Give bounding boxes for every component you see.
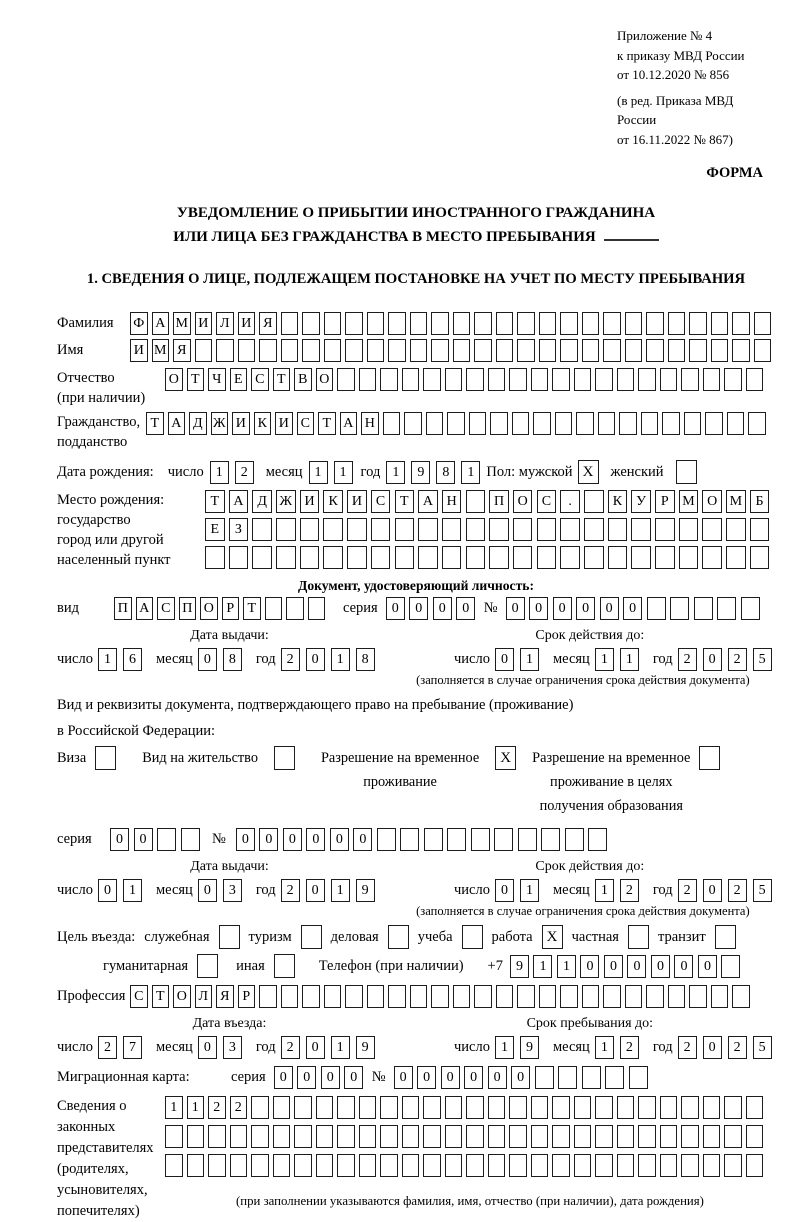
identity-doc-row — [57, 597, 775, 620]
residence-doc-intro2: в Российской Федерации: — [57, 723, 216, 739]
representatives-cells-line3[interactable] — [165, 1154, 767, 1177]
year-label: год — [652, 1039, 673, 1055]
day-label: число — [167, 463, 204, 480]
month-label: месяц — [155, 882, 193, 898]
purpose-option-label: иная — [236, 957, 265, 974]
profession-cells[interactable]: С Т О Л Я Р — [130, 985, 754, 1008]
expiry-day-cells[interactable]: 0 1 — [495, 648, 545, 671]
year-label: год — [652, 651, 673, 667]
residence-expiry-month-cells[interactable]: 1 2 — [595, 879, 645, 902]
issue-date-group — [57, 879, 402, 902]
birthplace-cell-rows — [205, 490, 775, 574]
day-label: число — [57, 882, 93, 898]
year-label: год — [255, 1039, 276, 1055]
purpose-option-label: гуманитарная — [103, 957, 189, 974]
month-label: месяц — [552, 882, 590, 898]
residence-series-cells[interactable]: 0 0 — [110, 828, 204, 851]
representatives-label: Сведения о законных представителях (родителях, усыновителях, попечителях) — [57, 1098, 154, 1219]
doc-number-cells[interactable]: 0 0 0 0 0 0 — [506, 597, 765, 620]
purpose-row1 — [57, 925, 775, 949]
series-label: серия — [343, 600, 378, 616]
representatives-cell-rows — [165, 1096, 775, 1209]
purpose-humanitarian-checkbox[interactable] — [197, 954, 218, 978]
gender-female-label: женский — [610, 463, 664, 480]
purpose-other-checkbox[interactable] — [274, 954, 295, 978]
form-title-line1: УВЕДОМЛЕНИЕ О ПРИБЫТИИ ИНОСТРАННОГО ГРАЖДАНИНА — [176, 205, 656, 221]
migration-series-cells[interactable]: 0 0 0 0 — [274, 1066, 368, 1089]
purpose-option-label: учеба — [417, 928, 453, 945]
firstname-cells[interactable]: И М Я — [130, 339, 775, 362]
birthdate-label: Дата рождения: — [57, 463, 154, 480]
year-label: год — [652, 882, 673, 898]
number-label: № — [371, 1069, 386, 1085]
day-label: число — [454, 651, 490, 667]
birth-month-cells[interactable]: 1 1 — [309, 461, 359, 484]
gender-label: Пол: мужской — [486, 463, 573, 480]
day-label: число — [57, 1039, 93, 1055]
birthdate-row — [57, 460, 775, 484]
day-label: число — [57, 651, 93, 667]
purpose-option-label: деловая — [330, 928, 379, 945]
month-label: месяц — [155, 1039, 193, 1055]
day-label: число — [454, 882, 490, 898]
expiry-note: (заполняется в случае ограничения срока действия документа) — [416, 673, 750, 687]
issue-date-heading: Дата выдачи: — [190, 859, 269, 874]
representatives-cells-line1[interactable]: 1 1 2 2 — [165, 1096, 767, 1119]
series-label: серия — [231, 1069, 266, 1085]
month-label: месяц — [155, 651, 193, 667]
year-label: год — [360, 463, 381, 480]
residence-expiry-year-cells[interactable]: 2 0 2 5 — [678, 879, 778, 902]
purpose-official-checkbox[interactable] — [219, 925, 240, 949]
appendix-line: к приказу МВД России — [617, 47, 745, 63]
purpose-option-label: работа — [491, 928, 533, 945]
purpose-tourism-checkbox[interactable] — [301, 925, 322, 949]
entry-year-cells[interactable]: 2 0 1 9 — [281, 1036, 381, 1059]
form-label: ФОРМА — [706, 165, 763, 181]
migration-number-cells[interactable]: 0 0 0 0 0 0 — [394, 1066, 653, 1089]
day-label: число — [454, 1039, 490, 1055]
doc-kind-cells[interactable]: П А С П О Р Т — [114, 597, 329, 620]
purpose-option-label: туризм — [248, 928, 292, 945]
edition-line: (в ред. Приказа МВД России — [617, 92, 734, 127]
expiry-date-heading: Срок действия до: — [535, 859, 645, 874]
stay-day-cells[interactable]: 1 9 — [495, 1036, 545, 1059]
identity-doc-heading: Документ, удостоверяющий личность: — [298, 578, 534, 593]
purpose-option-label: транзит — [657, 928, 706, 945]
residence-issue-month-cells[interactable]: 0 3 — [198, 879, 248, 902]
year-label: год — [255, 651, 276, 667]
form-title — [57, 202, 775, 249]
phone-label: Телефон (при наличии) — [318, 957, 464, 974]
appendix-block — [617, 26, 775, 149]
residence-expiry-day-cells[interactable]: 0 1 — [495, 879, 545, 902]
representatives-row — [57, 1096, 775, 1222]
issue-date-heading: Дата выдачи: — [190, 628, 269, 643]
purpose-label: Цель въезда: — [57, 928, 136, 945]
expiry-date-group — [402, 879, 778, 902]
visa-checkbox[interactable] — [95, 746, 116, 770]
month-label: месяц — [265, 463, 303, 480]
edu-permit-label: Разрешение на временное проживание в целях получения образования — [532, 750, 691, 814]
profession-label: Профессия — [57, 988, 126, 1004]
stay-year-cells[interactable]: 2 0 2 5 — [678, 1036, 778, 1059]
gender-male-checkbox[interactable]: X — [578, 460, 599, 484]
form-title-line2: ИЛИ ЛИЦА БЕЗ ГРАЖДАНСТВА В МЕСТО ПРЕБЫВАНИЯ — [57, 225, 775, 249]
year-label: год — [255, 882, 276, 898]
purpose-work-checkbox[interactable]: X — [542, 925, 563, 949]
entry-date-group — [57, 1036, 402, 1059]
stay-month-cells[interactable]: 1 2 — [595, 1036, 645, 1059]
entry-day-cells[interactable]: 2 7 — [98, 1036, 148, 1059]
number-label: № — [483, 600, 498, 616]
issue-year-cells[interactable]: 2 0 1 8 — [281, 648, 381, 671]
stay-until-group — [402, 1036, 778, 1059]
expiry-date-group — [402, 648, 778, 671]
patronymic-row — [57, 368, 775, 408]
identity-doc-dates — [57, 628, 775, 688]
residence-options-row — [57, 746, 775, 818]
issue-month-cells[interactable]: 0 8 — [198, 648, 248, 671]
issue-day-cells[interactable]: 1 6 — [98, 648, 148, 671]
purpose-private-checkbox[interactable] — [628, 925, 649, 949]
surname-label: Фамилия — [57, 315, 114, 331]
visa-label: Виза — [57, 750, 87, 766]
birthplace-cells-line1[interactable]: Т А Д Ж И К И С Т А Н П О С . К У Р М О М Б — [205, 490, 774, 513]
patronymic-cells[interactable]: О Т Ч Е С Т В О — [165, 368, 767, 391]
month-label: месяц — [552, 651, 590, 667]
expiry-date-heading: Срок действия до: — [535, 628, 645, 643]
entry-month-cells[interactable]: 0 3 — [198, 1036, 248, 1059]
birthplace-cells-line3[interactable] — [205, 546, 774, 569]
temp-permit-label: Разрешение на временное проживание — [320, 750, 480, 790]
citizenship-row — [57, 412, 775, 452]
birth-year-cells[interactable]: 1 9 8 1 — [386, 461, 486, 484]
appendix-line: Приложение № 4 — [617, 28, 713, 43]
entry-dates — [57, 1016, 775, 1059]
purpose-transit-checkbox[interactable] — [715, 925, 736, 949]
month-label: месяц — [552, 1039, 590, 1055]
issue-date-group — [57, 648, 402, 671]
purpose-option-label: служебная — [144, 928, 210, 945]
migration-card-row — [57, 1066, 775, 1089]
surname-cells[interactable]: Ф А М И Л И Я — [130, 312, 775, 335]
number-label: № — [212, 831, 226, 847]
residence-issue-year-cells[interactable]: 2 0 1 9 — [281, 879, 381, 902]
citizenship-label: Гражданство, подданство — [57, 414, 141, 450]
firstname-label: Имя — [57, 342, 84, 358]
section1-heading: 1. СВЕДЕНИЯ О ЛИЦЕ, ПОДЛЕЖАЩЕМ ПОСТАНОВКЕ НА УЧЕТ ПО МЕСТУ ПРЕБЫВАНИЯ — [86, 271, 746, 287]
expiry-year-cells[interactable]: 2 0 2 5 — [678, 648, 778, 671]
representatives-note: (при заполнении указываются фамилия, имя, отчество (при наличии), дата рождения) — [236, 1194, 704, 1208]
representatives-cells-line2[interactable] — [165, 1125, 767, 1148]
birthplace-label: Место рождения: государство город или другой населенный пункт — [57, 492, 171, 568]
profession-row — [57, 985, 775, 1008]
birth-day-cells[interactable]: 1 2 — [210, 461, 260, 484]
surname-row — [57, 312, 775, 335]
purpose-option-label: частная — [571, 928, 619, 945]
migration-card-label: Миграционная карта: — [57, 1069, 190, 1085]
doc-series-cells[interactable]: 0 0 0 0 — [386, 597, 480, 620]
firstname-row — [57, 339, 775, 362]
doc-kind-label: вид — [57, 600, 79, 616]
residence-permit-label: Вид на жительство — [142, 750, 258, 766]
purpose-business-checkbox[interactable] — [388, 925, 409, 949]
phone-cells[interactable]: 9 1 1 0 0 0 0 0 0 — [510, 955, 745, 978]
stay-until-heading: Срок пребывания до: — [526, 1016, 654, 1031]
edu-permit-checkbox[interactable] — [699, 746, 720, 770]
citizenship-cells[interactable]: Т А Д Ж И К И С Т А Н — [146, 412, 770, 435]
phone-prefix: +7 — [487, 957, 503, 974]
gender-female-checkbox[interactable] — [676, 460, 697, 484]
purpose-row2 — [57, 954, 775, 978]
edition-line: от 16.11.2022 № 867) — [617, 131, 734, 147]
series-label: серия — [57, 831, 92, 847]
residence-permit-checkbox[interactable] — [274, 746, 295, 770]
residence-doc-dates — [57, 859, 775, 919]
appendix-line: от 10.12.2020 № 856 — [617, 67, 730, 82]
expiry-month-cells[interactable]: 1 1 — [595, 648, 645, 671]
residence-number-cells[interactable]: 0 0 0 0 0 0 — [236, 828, 612, 851]
residence-doc-intro1: Вид и реквизиты документа, подтверждающего право на пребывание (проживание) — [57, 697, 574, 713]
entry-date-heading: Дата въезда: — [192, 1016, 267, 1031]
patronymic-label: Отчество (при наличии) — [57, 370, 146, 406]
temp-permit-checkbox[interactable]: X — [495, 746, 516, 770]
residence-series-row — [57, 828, 775, 851]
title-blank-underline — [604, 225, 659, 241]
residence-issue-day-cells[interactable]: 0 1 — [98, 879, 148, 902]
expiry-note: (заполняется в случае ограничения срока действия документа) — [416, 904, 750, 918]
birthplace-row — [57, 490, 775, 574]
birthplace-cells-line2[interactable]: Е З — [205, 518, 774, 541]
purpose-study-checkbox[interactable] — [462, 925, 483, 949]
